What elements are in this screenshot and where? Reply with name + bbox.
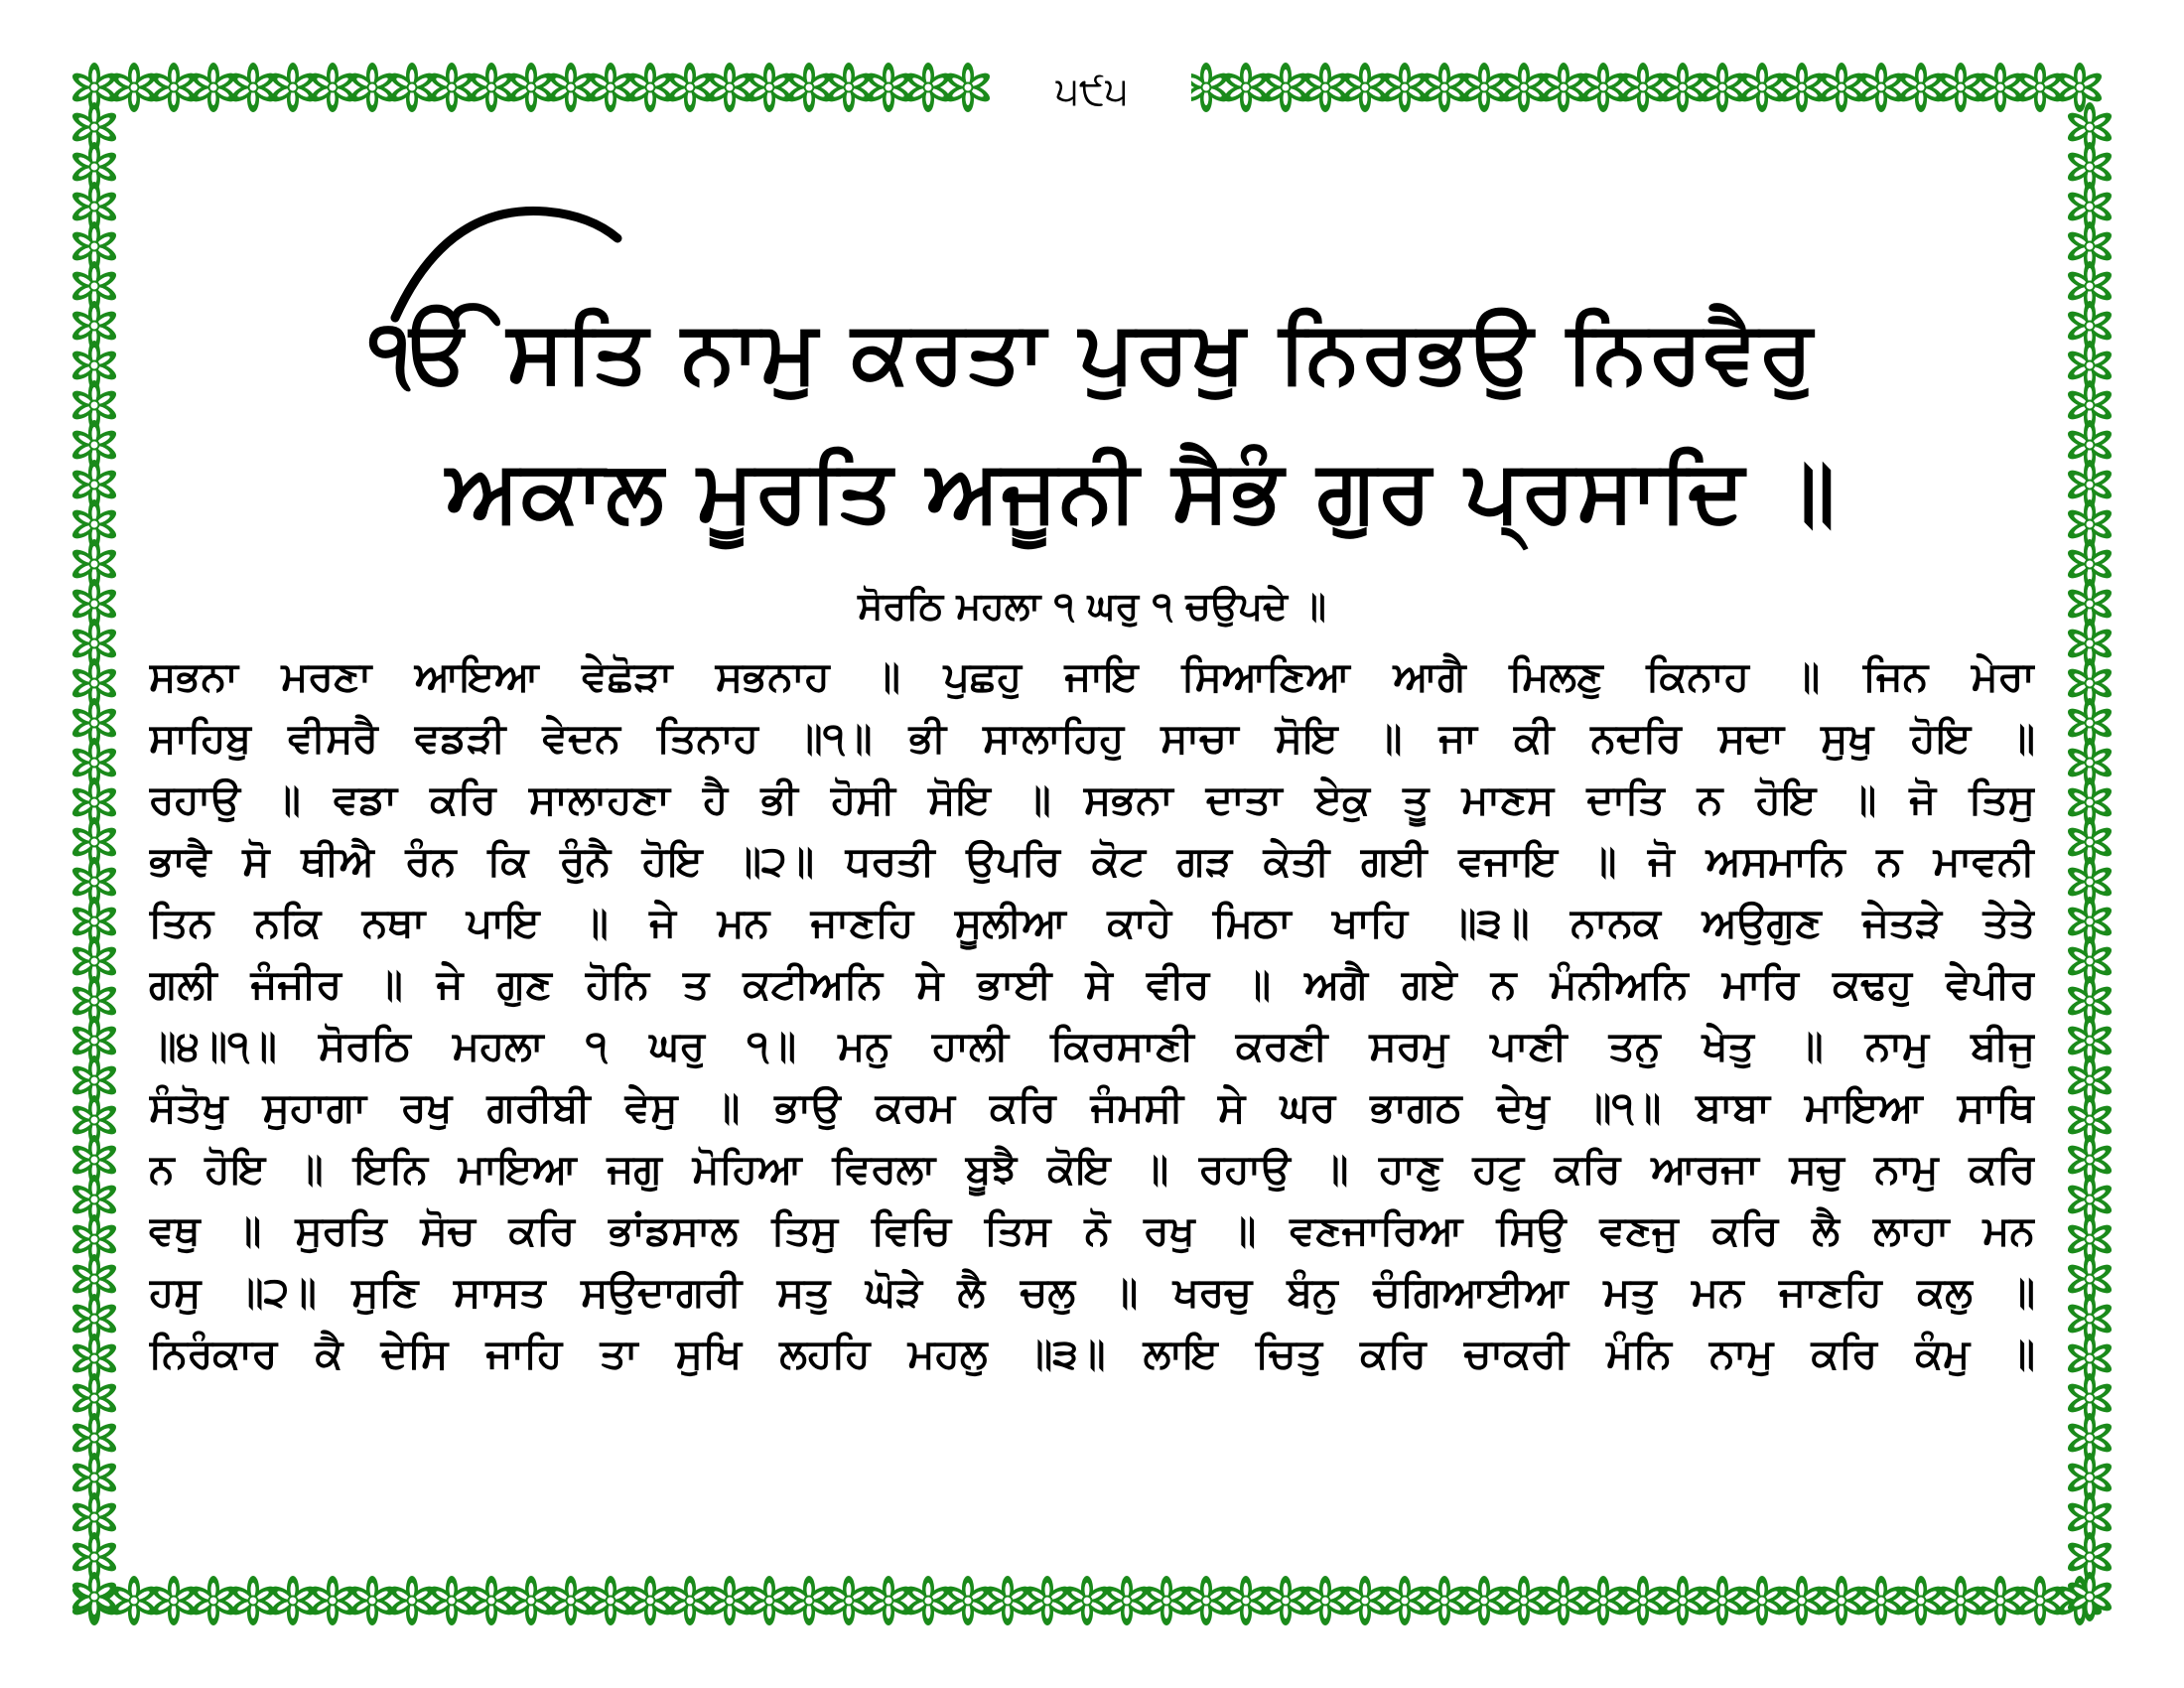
border-flower-icon: [705, 1576, 753, 1625]
border-flower-icon: [268, 63, 317, 112]
border-flower-icon: [1658, 63, 1706, 112]
border-flower-icon: [149, 63, 198, 112]
border-flower-icon: [1499, 63, 1548, 112]
border-flower-icon: [427, 63, 476, 112]
page-number: ੫੯੫: [993, 62, 1191, 121]
border-flower-icon: [506, 63, 555, 112]
border-flower-icon: [506, 1576, 555, 1625]
border-flower-icon: [824, 1576, 873, 1625]
verse-line: ਸਭਨਾ ਮਰਣਾ ਆਇਆ ਵੇਛੋੜਾ ਸਭਨਾਹ ॥ ਪੁਛਹੁ ਜਾਇ ਸਿਆਣਿਆ ਆਗੈ ਮਿਲਣੁ ਕਿਨਾਹ ॥ ਜਿਨ ਮੇਰਾ: [149, 652, 2035, 700]
border-flower-icon: [1817, 63, 1865, 112]
border-flower-icon: [149, 1576, 198, 1625]
border-flower-icon: [228, 63, 277, 112]
border-flower-icon: [109, 1576, 158, 1625]
border-flower-icon: [665, 63, 714, 112]
border-flower-icon: [745, 63, 793, 112]
border-flower-icon: [467, 1576, 515, 1625]
border-flower-icon: [903, 1576, 952, 1625]
border-flower-icon: [347, 63, 396, 112]
verse-line: ਭਾਵੈ ਸੋ ਥੀਐ ਰੰਨ ਕਿ ਰੁੰਨੈ ਹੋਇ ॥੨॥ ਧਰਤੀ ਉਪਰਿ ਕੋਟ ਗੜ ਕੇਤੀ ਗਈ ਵਜਾਇ ॥ ਜੋ ਅਸਮਾਨਿ ਨ ਮਾਵਨੀ: [149, 837, 2035, 885]
border-flower-icon: [1221, 1576, 1270, 1625]
border-flower-icon: [1618, 63, 1667, 112]
border-flower-icon: [903, 63, 952, 112]
border-flower-icon: [1578, 63, 1627, 112]
border-flower-icon: [1737, 63, 1786, 112]
border-flower-icon: [784, 1576, 833, 1625]
border-flower-icon: [705, 63, 753, 112]
border-flower-icon: [1936, 63, 1984, 112]
section-heading: ਸੋਰਠਿ ਮਹਲਾ ੧ ਘਰੁ ੧ ਚਉਪਦੇ ॥: [858, 584, 1326, 628]
border-flower-icon: [1181, 1576, 1230, 1625]
border-flower-icon: [824, 63, 873, 112]
border-flower-icon: [1261, 1576, 1309, 1625]
border-flower-icon: [546, 1576, 595, 1625]
border-flower-icon: [1698, 63, 1746, 112]
border-flower-icon: [1578, 1576, 1627, 1625]
border-flower-icon: [586, 63, 634, 112]
border-flower-icon: [1102, 1576, 1151, 1625]
border-flower-icon: [625, 1576, 674, 1625]
border-flower-icon: [665, 1576, 714, 1625]
border-flower-icon: [1976, 63, 2024, 112]
border-flower-icon: [1658, 1576, 1706, 1625]
verse-line: ਵਥੁ ॥ ਸੁਰਤਿ ਸੋਚ ਕਰਿ ਭਾਂਡਸਾਲ ਤਿਸੁ ਵਿਚਿ ਤਿਸ ਨੋ ਰਖੁ ॥ ਵਣਜਾਰਿਆ ਸਿਉ ਵਣਜੁ ਕਰਿ ਲੈ ਲਾਹਾ ਮਨ: [149, 1206, 2035, 1254]
border-flower-icon: [189, 63, 237, 112]
border-flower-icon: [1380, 1576, 1429, 1625]
border-flower-icon: [983, 1576, 1031, 1625]
border-flower-icon: [1300, 63, 1349, 112]
border-flower-icon: [427, 1576, 476, 1625]
verse-line: ਨਿਰੰਕਾਰ ਕੈ ਦੇਸਿ ਜਾਹਿ ਤਾ ਸੁਖਿ ਲਹਹਿ ਮਹਲੁ ॥੩॥ ਲਾਇ ਚਿਤੁ ਕਰਿ ਚਾਕਰੀ ਮੰਨਿ ਨਾਮੁ ਕਰਿ ਕੰਮੁ ॥: [149, 1330, 2035, 1377]
mool-mantar-line-1: ੴ ਸਤਿ ਨਾਮੁ ਕਰਤਾ ਪੁਰਖੁ ਨਿਰਭਉ ਨਿਰਵੈਰੁ: [369, 303, 1815, 402]
border-flower-icon: [1777, 1576, 1826, 1625]
border-flower-icon: [387, 1576, 436, 1625]
border-flower-icon: [1459, 1576, 1508, 1625]
border-flower-icon: [308, 63, 356, 112]
verse-line: ਗਲੀ ਜੰਜੀਰ ॥ ਜੇ ਗੁਣ ਹੋਨਿ ਤ ਕਟੀਅਨਿ ਸੇ ਭਾਈ ਸੇ ਵੀਰ ॥ ਅਗੈ ਗਏ ਨ ਮੰਨੀਅਨਿ ਮਾਰਿ ਕਢਹੁ ਵੇਪੀਰ: [149, 960, 2035, 1008]
border-flower-icon: [745, 1576, 793, 1625]
border-flower-icon: [1817, 1576, 1865, 1625]
border-flower-icon: [864, 63, 912, 112]
verse-line: ਹਸੁ ॥੨॥ ਸੁਣਿ ਸਾਸਤ ਸਉਦਾਗਰੀ ਸਤੁ ਘੋੜੇ ਲੈ ਚਲੁ ॥ ਖਰਚੁ ਬੰਨੁ ਚੰਗਿਆਈਆ ਮਤੁ ਮਨ ਜਾਣਹਿ ਕਲੁ ॥: [149, 1268, 2035, 1316]
border-flower-icon: [1896, 63, 1945, 112]
border-flower-icon: [2015, 1576, 2064, 1625]
border-flower-icon: [1499, 1576, 1548, 1625]
border-flower-icon: [1221, 63, 1270, 112]
border-flower-icon: [943, 63, 992, 112]
border-flower-icon: [1300, 1576, 1349, 1625]
border-flower-icon: [1420, 1576, 1468, 1625]
border-flower-icon: [1698, 1576, 1746, 1625]
border-flower-icon: [586, 1576, 634, 1625]
verse-line: ॥੪॥੧॥ ਸੋਰਠਿ ਮਹਲਾ ੧ ਘਰੁ ੧॥ ਮਨੁ ਹਾਲੀ ਕਿਰਸਾਣੀ ਕਰਣੀ ਸਰਮੁ ਪਾਣੀ ਤਨੁ ਖੇਤੁ ॥ ਨਾਮੁ ਬੀਜੁ: [149, 1022, 2035, 1069]
verse-line: ਸੰਤੋਖੁ ਸੁਹਾਗਾ ਰਖੁ ਗਰੀਬੀ ਵੇਸੁ ॥ ਭਾਉ ਕਰਮ ਕਰਿ ਜੰਮਸੀ ਸੇ ਘਰ ਭਾਗਠ ਦੇਖੁ ॥੧॥ ਬਾਬਾ ਮਾਇਆ ਸਾਥਿ: [149, 1083, 2035, 1131]
border-flower-icon: [2015, 63, 2064, 112]
border-flower-icon: [1777, 63, 1826, 112]
border-flower-icon: [2055, 63, 2104, 112]
verse-line: ਸਾਹਿਬੁ ਵੀਸਰੈ ਵਡੜੀ ਵੇਦਨ ਤਿਨਾਹ ॥੧॥ ਭੀ ਸਾਲਾਹਿਹੁ ਸਾਚਾ ਸੋਇ ॥ ਜਾ ਕੀ ਨਦਰਿ ਸਦਾ ਸੁਖੁ ਹੋਇ ॥: [149, 714, 2035, 762]
border-flower-icon: [228, 1576, 277, 1625]
border-flower-icon: [1976, 1576, 2024, 1625]
border-flower-icon: [1023, 1576, 1071, 1625]
border-flower-icon: [1380, 63, 1429, 112]
verse-block: [149, 645, 2035, 1384]
border-flower-icon: [1142, 1576, 1190, 1625]
border-flower-icon: [1618, 1576, 1667, 1625]
border-flower-icon: [1062, 1576, 1111, 1625]
border-flower-icon: [1737, 1576, 1786, 1625]
border-flower-icon: [1896, 1576, 1945, 1625]
border-flower-icon: [1856, 63, 1905, 112]
mool-mantar-line-2: ਅਕਾਲ ਮੂਰਤਿ ਅਜੂਨੀ ਸੈਭੰ ਗੁਰ ਪ੍ਰਸਾਦਿ ॥: [446, 442, 1838, 541]
border-flower-icon: [1340, 63, 1389, 112]
verse-line: ਤਿਨ ਨਕਿ ਨਥਾ ਪਾਇ ॥ ਜੇ ਮਨ ਜਾਣਹਿ ਸੂਲੀਆ ਕਾਹੇ ਮਿਠਾ ਖਾਹਿ ॥੩॥ ਨਾਨਕ ਅਉਗੁਣ ਜੇਤੜੇ ਤੇਤੇ: [149, 899, 2035, 946]
border-flower-icon: [1856, 1576, 1905, 1625]
border-flower-icon: [1261, 63, 1309, 112]
border-flower-icon: [387, 63, 436, 112]
border-flower-icon: [189, 1576, 237, 1625]
border-flower-icon: [1420, 63, 1468, 112]
verse-line: ਨ ਹੋਇ ॥ ਇਨਿ ਮਾਇਆ ਜਗੁ ਮੋਹਿਆ ਵਿਰਲਾ ਬੂਝੈ ਕੋਇ ॥ ਰਹਾਉ ॥ ਹਾਣੁ ਹਟੁ ਕਰਿ ਆਰਜਾ ਸਚੁ ਨਾਮੁ ਕਰਿ: [149, 1145, 2035, 1193]
border-flower-icon: [1539, 63, 1587, 112]
border-flower-icon: [467, 63, 515, 112]
border-flower-icon: [546, 63, 595, 112]
border-flower-icon: [625, 63, 674, 112]
border-flower-icon: [1936, 1576, 1984, 1625]
border-flower-icon: [943, 1576, 992, 1625]
border-flower-icon: [347, 1576, 396, 1625]
border-flower-icon: [1539, 1576, 1587, 1625]
border-flower-icon: [1459, 63, 1508, 112]
border-flower-icon: [1340, 1576, 1389, 1625]
border-flower-icon: [268, 1576, 317, 1625]
border-flower-icon: [308, 1576, 356, 1625]
border-flower-icon: [109, 63, 158, 112]
border-flower-icon: [864, 1576, 912, 1625]
verse-line: ਰਹਾਉ ॥ ਵਡਾ ਕਰਿ ਸਾਲਾਹਣਾ ਹੈ ਭੀ ਹੋਸੀ ਸੋਇ ॥ ਸਭਨਾ ਦਾਤਾ ਏਕੁ ਤੂ ਮਾਣਸ ਦਾਤਿ ਨ ਹੋਇ ॥ ਜੋ ਤਿਸੁ: [149, 775, 2035, 823]
border-flower-icon: [784, 63, 833, 112]
